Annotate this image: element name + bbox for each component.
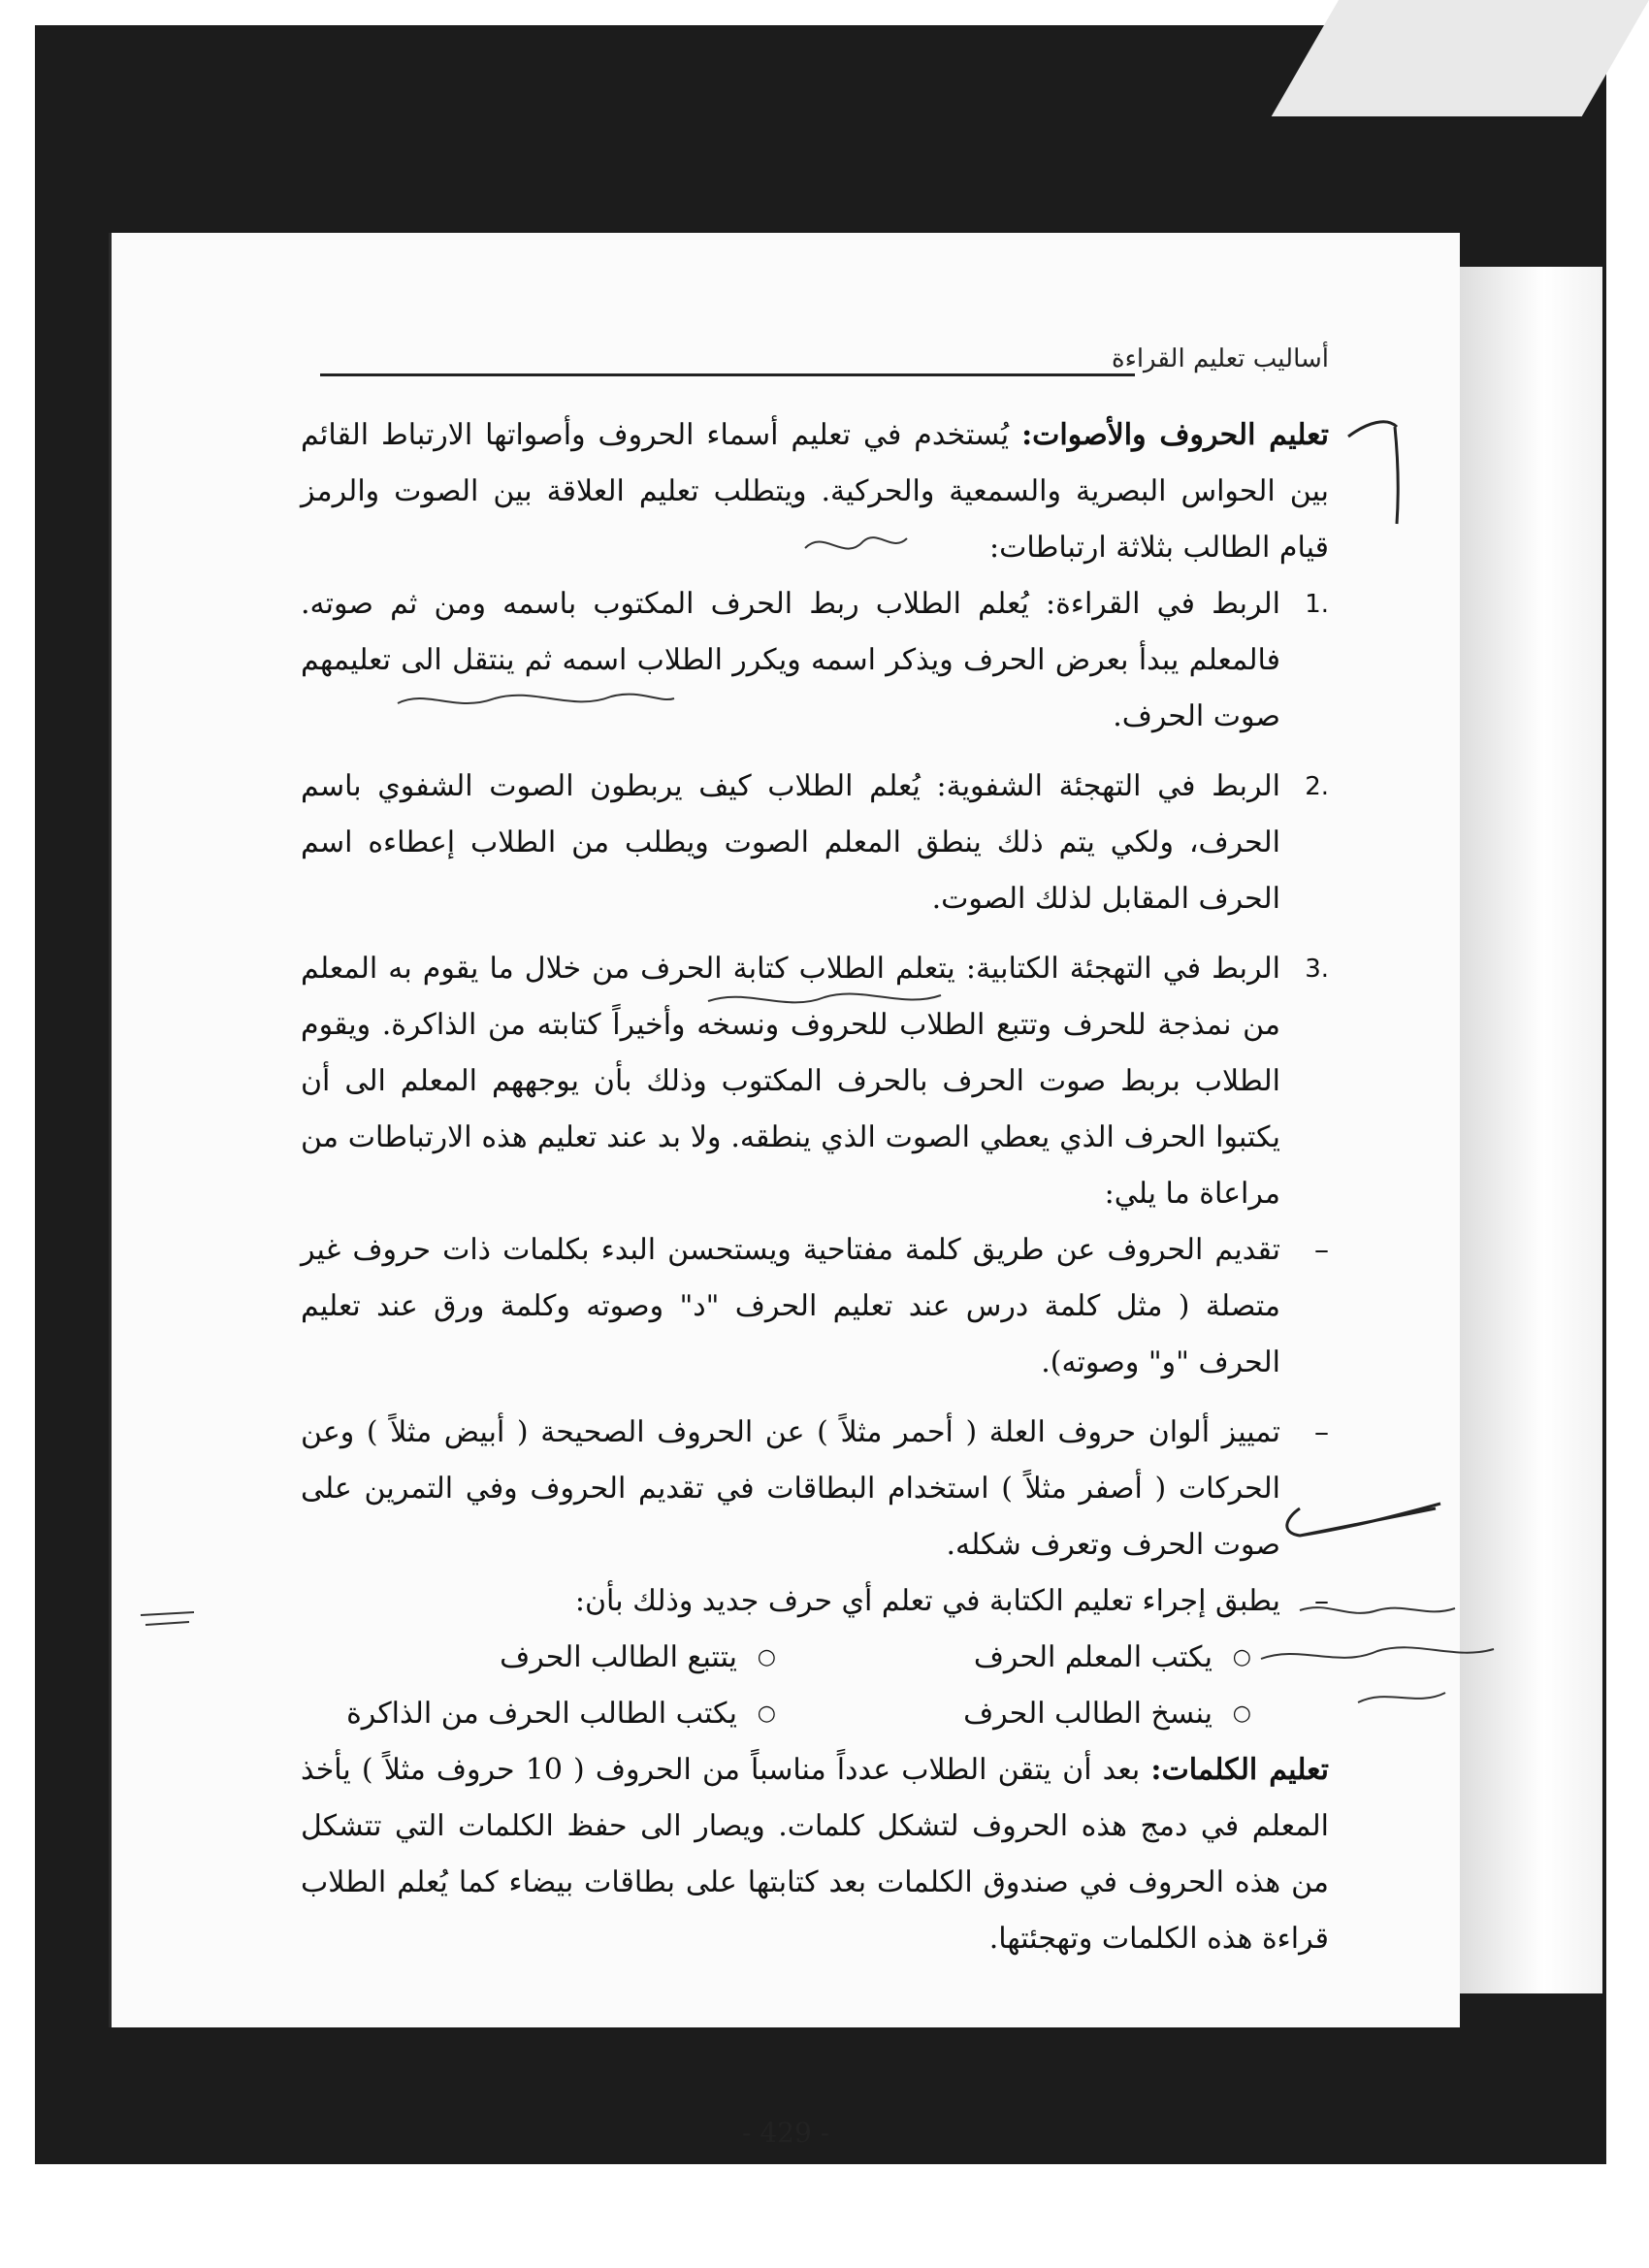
bullet-item bbox=[301, 1573, 1329, 1630]
item-number: .1 bbox=[1305, 590, 1329, 619]
writing-step: ○ ينسخ الطالب الحرف bbox=[776, 1686, 1251, 1742]
item-text: الربط في التهجئة الشفوية: يُعلم الطلاب كيف يربطون الصوت الشفوي باسم الحرف، ولكي يتم ذلك ينطق المعلم الصوت ويطلب من الطلاب إعطاءه اسم الحرف المقابل لذلك الصوت. bbox=[301, 769, 1280, 916]
writing-step: ○ يكتب المعلم الحرف bbox=[776, 1630, 1251, 1686]
item-text: الربط في التهجئة الكتابية: يتعلم الطلاب كتابة الحرف من خلال ما يقوم به المعلم من نمذجة للحرف وتتبع الطلاب للحروف ونسخه وأخيراً كتابته من الذاكرة. ويقوم الطلاب بربط صوت الحرف بالحرف المكتوب وذلك بأن يوجههم المعلم الى أن يكتبوا الحرف الذي يعطي الصوت الذي ينطقه. ولا بد عند تعليم هذه الارتباطات من مراعاة ما يلي: bbox=[301, 952, 1280, 1211]
inline-scribble bbox=[795, 524, 912, 567]
bullet-text: تمييز ألوان حروف العلة ( أحمر مثلاً ) عن الحروف الصحيحة ( أبيض مثلاً ) وعن الحركات ( أصفر مثلاً ) استخدام البطاقات في تقديم الحروف وفي التمرين على صوت الحرف وتعرف شكله. bbox=[301, 1415, 1280, 1562]
running-header bbox=[320, 344, 1329, 383]
item-number: .2 bbox=[1305, 772, 1329, 801]
writing-step: ○ يتتبع الطالب الحرف bbox=[301, 1630, 776, 1686]
dash-marker: – bbox=[1314, 1584, 1329, 1618]
page-number: - 429 - bbox=[742, 2117, 830, 2149]
margin-bracket-annotation bbox=[1339, 407, 1416, 534]
words-paragraph bbox=[301, 1742, 1329, 1967]
bullet-item bbox=[301, 1405, 1329, 1573]
item-number: .3 bbox=[1305, 955, 1329, 984]
bullet-item bbox=[301, 1222, 1329, 1391]
bullet-text: يطبق إجراء تعليم الكتابة في تعلم أي حرف جديد وذلك بأن: bbox=[574, 1584, 1280, 1618]
inline-scribble bbox=[388, 679, 679, 723]
margin-note-scribble bbox=[1242, 1591, 1533, 1756]
header-rule bbox=[320, 373, 1135, 376]
header-title: أساليب تعليم القراءة bbox=[1111, 344, 1329, 373]
numbered-item bbox=[301, 759, 1329, 927]
inline-scribble bbox=[698, 980, 951, 1019]
writing-steps bbox=[301, 1630, 1329, 1742]
section-heading-letters: تعليم الحروف والأصوات: bbox=[1021, 418, 1329, 452]
intro-text: يُستخدم في تعليم أسماء الحروف وأصواتها الارتباط القائم بين الحواس البصرية والسمعية والحركية. ويتطلب تعليم العلاقة بين الصوت والرمز قيام الطالب بثلاثة ارتباطات: bbox=[301, 418, 1329, 565]
section-heading-words: تعليم الكلمات: bbox=[1150, 1753, 1329, 1787]
dash-marker: – bbox=[1314, 1233, 1329, 1267]
words-text: بعد أن يتقن الطلاب عدداً مناسباً من الحروف ( 10 حروف مثلاً ) يأخذ المعلم في دمج هذه الحروف لتشكل كلمات. ويصار الى حفظ الكلمات التي تتشكل من هذه الحروف في صندوق الكلمات بعد كتابتها على بطاقات بيضاء كما يُعلم الطلاب قراءة هذه الكلمات وتهجئتها. bbox=[301, 1753, 1329, 1956]
bullet-text: تقديم الحروف عن طريق كلمة مفتاحية ويستحسن البدء بكلمات ذات حروف غير متصلة ( مثل كلمة درس عند تعليم الحرف "د" وصوته وكلمة ورق عند تعليم الحرف "و" وصوته). bbox=[301, 1233, 1280, 1379]
margin-arrow-annotation bbox=[1261, 1489, 1445, 1557]
dash-marker: – bbox=[1314, 1415, 1329, 1449]
item-text: الربط في القراءة: يُعلم الطلاب ربط الحرف المكتوب باسمه ومن ثم صوته. فالمعلم يبدأ بعرض الحرف ويذكر اسمه ويكرر الطلاب اسمه ثم ينتقل الى تعليمهم صوت الحرف. bbox=[301, 587, 1280, 733]
left-margin-tick bbox=[136, 1601, 204, 1639]
page-body bbox=[301, 407, 1329, 1967]
writing-step: ○ يكتب الطالب الحرف من الذاكرة bbox=[301, 1686, 776, 1742]
